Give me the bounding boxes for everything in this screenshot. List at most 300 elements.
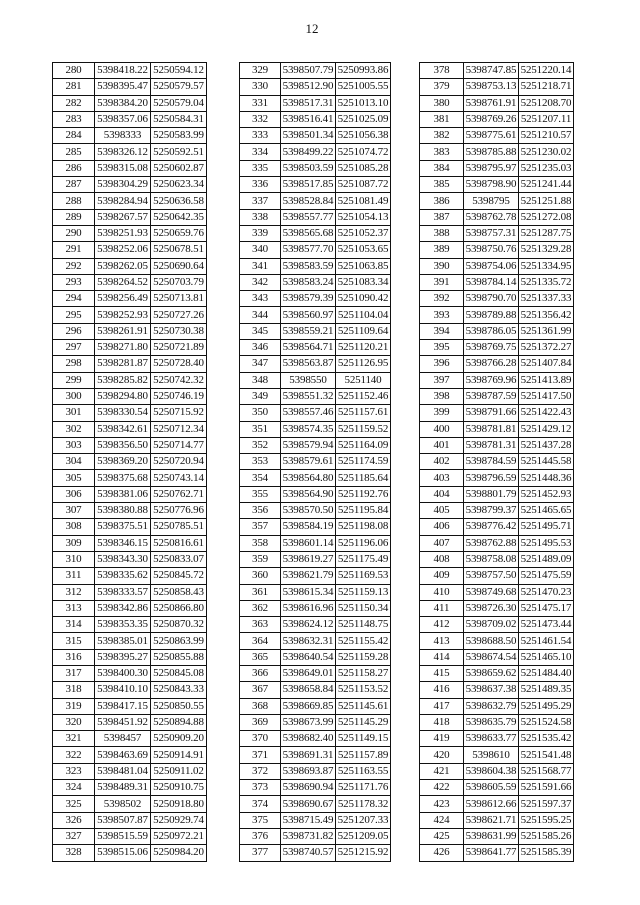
y-coordinate-cell: 5251090.42 [336, 291, 391, 307]
x-coordinate-cell: 5398481.04 [95, 763, 151, 779]
table-row [420, 828, 574, 844]
table-row [240, 225, 391, 241]
y-coordinate-cell: 5251568.77 [519, 763, 574, 779]
point-number-cell: 347 [240, 356, 281, 372]
x-coordinate-cell: 5398333.57 [95, 584, 151, 600]
table-row [420, 780, 574, 796]
x-coordinate-cell: 5398762.88 [464, 535, 519, 551]
x-coordinate-cell: 5398353.35 [95, 617, 151, 633]
x-coordinate-cell: 5398503.59 [281, 160, 336, 176]
point-number-cell: 295 [53, 307, 95, 323]
y-coordinate-cell: 5250721.89 [151, 340, 207, 356]
point-number-cell: 415 [420, 665, 464, 681]
x-coordinate-cell: 5398740.57 [281, 845, 336, 861]
table-row [420, 845, 574, 861]
x-coordinate-cell: 5398326.12 [95, 144, 151, 160]
y-coordinate-cell: 5251155.42 [336, 633, 391, 649]
x-coordinate-cell: 5398356.50 [95, 437, 151, 453]
y-coordinate-cell: 5251052.37 [336, 225, 391, 241]
x-coordinate-cell: 5398769.26 [464, 111, 519, 127]
y-coordinate-cell: 5250678.51 [151, 242, 207, 258]
point-number-cell: 342 [240, 274, 281, 290]
x-coordinate-cell: 5398790.70 [464, 291, 519, 307]
x-coordinate-cell: 5398560.97 [281, 307, 336, 323]
y-coordinate-cell: 5251164.09 [336, 437, 391, 453]
point-number-cell: 400 [420, 421, 464, 437]
point-number-cell: 383 [420, 144, 464, 160]
point-number-cell: 366 [240, 665, 281, 681]
table-row [420, 519, 574, 535]
y-coordinate-cell: 5250870.32 [151, 617, 207, 633]
x-coordinate-cell: 5398515.06 [95, 845, 151, 861]
point-number-cell: 330 [240, 79, 281, 95]
point-number-cell: 301 [53, 405, 95, 421]
table-row [420, 79, 574, 95]
point-number-cell: 426 [420, 845, 464, 861]
y-coordinate-cell: 5250850.55 [151, 698, 207, 714]
point-number-cell: 348 [240, 372, 281, 388]
y-coordinate-cell: 5251597.37 [519, 796, 574, 812]
x-coordinate-cell: 5398501.34 [281, 128, 336, 144]
table-row [420, 437, 574, 453]
y-coordinate-cell: 5251445.58 [519, 454, 574, 470]
y-coordinate-cell: 5251489.09 [519, 551, 574, 567]
x-coordinate-cell: 5398784.14 [464, 274, 519, 290]
point-number-cell: 418 [420, 714, 464, 730]
y-coordinate-cell: 5251145.61 [336, 698, 391, 714]
y-coordinate-cell: 5251335.72 [519, 274, 574, 290]
y-coordinate-cell: 5250703.79 [151, 274, 207, 290]
x-coordinate-cell: 5398766.28 [464, 356, 519, 372]
table-row [53, 421, 207, 437]
x-coordinate-cell: 5398682.40 [281, 731, 336, 747]
point-number-cell: 408 [420, 551, 464, 567]
point-number-cell: 296 [53, 323, 95, 339]
point-number-cell: 306 [53, 486, 95, 502]
table-row [53, 665, 207, 681]
x-coordinate-cell: 5398418.22 [95, 63, 151, 79]
y-coordinate-cell: 5251085.28 [336, 160, 391, 176]
y-coordinate-cell: 5250727.26 [151, 307, 207, 323]
point-number-cell: 370 [240, 731, 281, 747]
x-coordinate-cell: 5398612.66 [464, 796, 519, 812]
table-row [240, 845, 391, 861]
table-row [53, 649, 207, 665]
table-row [240, 79, 391, 95]
x-coordinate-cell: 5398577.70 [281, 242, 336, 258]
x-coordinate-cell: 5398781.81 [464, 421, 519, 437]
table-row [420, 617, 574, 633]
y-coordinate-cell: 5251207.11 [519, 111, 574, 127]
y-coordinate-cell: 5250583.99 [151, 128, 207, 144]
y-coordinate-cell: 5251465.10 [519, 649, 574, 665]
point-number-cell: 312 [53, 584, 95, 600]
y-coordinate-cell: 5251334.95 [519, 258, 574, 274]
y-coordinate-cell: 5251591.66 [519, 780, 574, 796]
y-coordinate-cell: 5251054.13 [336, 209, 391, 225]
x-coordinate-cell: 5398640.54 [281, 649, 336, 665]
y-coordinate-cell: 5250720.94 [151, 454, 207, 470]
x-coordinate-cell: 5398624.12 [281, 617, 336, 633]
table-row [53, 95, 207, 111]
table-row [240, 698, 391, 714]
table-row [420, 796, 574, 812]
x-coordinate-cell: 5398659.62 [464, 665, 519, 681]
x-coordinate-cell: 5398375.68 [95, 470, 151, 486]
point-number-cell: 337 [240, 193, 281, 209]
table-row [240, 340, 391, 356]
point-number-cell: 326 [53, 812, 95, 828]
y-coordinate-cell: 5250858.43 [151, 584, 207, 600]
y-coordinate-cell: 5251251.88 [519, 193, 574, 209]
table-row [53, 812, 207, 828]
x-coordinate-cell: 5398799.37 [464, 503, 519, 519]
table-row [420, 486, 574, 502]
table-row [420, 633, 574, 649]
table-row [53, 714, 207, 730]
table-row [240, 454, 391, 470]
table-row [53, 796, 207, 812]
y-coordinate-cell: 5251361.99 [519, 323, 574, 339]
table-row [240, 486, 391, 502]
table-row [420, 225, 574, 241]
y-coordinate-cell: 5251198.08 [336, 519, 391, 535]
x-coordinate-cell: 5398417.15 [95, 698, 151, 714]
y-coordinate-cell: 5250863.99 [151, 633, 207, 649]
table-row [240, 437, 391, 453]
x-coordinate-cell: 5398750.76 [464, 242, 519, 258]
x-coordinate-cell: 5398343.30 [95, 551, 151, 567]
point-number-cell: 424 [420, 812, 464, 828]
x-coordinate-cell: 5398619.27 [281, 551, 336, 567]
x-coordinate-cell: 5398294.80 [95, 388, 151, 404]
point-number-cell: 335 [240, 160, 281, 176]
y-coordinate-cell: 5251192.76 [336, 486, 391, 502]
x-coordinate-cell: 5398781.31 [464, 437, 519, 453]
x-coordinate-cell: 5398749.68 [464, 584, 519, 600]
table-row [420, 682, 574, 698]
y-coordinate-cell: 5250843.33 [151, 682, 207, 698]
point-number-cell: 364 [240, 633, 281, 649]
y-coordinate-cell: 5251157.89 [336, 747, 391, 763]
y-coordinate-cell: 5251585.26 [519, 828, 574, 844]
table-row [240, 535, 391, 551]
y-coordinate-cell: 5250816.61 [151, 535, 207, 551]
table-row [240, 421, 391, 437]
point-number-cell: 288 [53, 193, 95, 209]
point-number-cell: 416 [420, 682, 464, 698]
y-coordinate-cell: 5251126.95 [336, 356, 391, 372]
table-row [240, 323, 391, 339]
y-coordinate-cell: 5250833.07 [151, 551, 207, 567]
point-number-cell: 411 [420, 600, 464, 616]
y-coordinate-cell: 5250715.92 [151, 405, 207, 421]
x-coordinate-cell: 5398281.87 [95, 356, 151, 372]
x-coordinate-cell: 5398693.87 [281, 763, 336, 779]
y-coordinate-cell: 5251159.13 [336, 584, 391, 600]
point-number-cell: 349 [240, 388, 281, 404]
table-row [240, 160, 391, 176]
y-coordinate-cell: 5250911.02 [151, 763, 207, 779]
point-number-cell: 413 [420, 633, 464, 649]
table-row [53, 160, 207, 176]
x-coordinate-cell: 5398731.82 [281, 828, 336, 844]
x-coordinate-cell: 5398583.59 [281, 258, 336, 274]
table-row [53, 486, 207, 502]
x-coordinate-cell: 5398515.59 [95, 828, 151, 844]
x-coordinate-cell: 5398621.79 [281, 568, 336, 584]
x-coordinate-cell: 5398615.34 [281, 584, 336, 600]
x-coordinate-cell: 5398632.31 [281, 633, 336, 649]
table-row [240, 665, 391, 681]
y-coordinate-cell: 5250845.72 [151, 568, 207, 584]
y-coordinate-cell: 5251175.49 [336, 551, 391, 567]
table-row [240, 177, 391, 193]
x-coordinate-cell: 5398565.68 [281, 225, 336, 241]
point-number-cell: 310 [53, 551, 95, 567]
table-row [240, 828, 391, 844]
x-coordinate-cell: 5398517.85 [281, 177, 336, 193]
x-coordinate-cell: 5398791.66 [464, 405, 519, 421]
x-coordinate-cell: 5398380.88 [95, 503, 151, 519]
y-coordinate-cell: 5250845.08 [151, 665, 207, 681]
point-number-cell: 345 [240, 323, 281, 339]
table-row [240, 356, 391, 372]
point-number-cell: 293 [53, 274, 95, 290]
x-coordinate-cell: 5398579.94 [281, 437, 336, 453]
x-coordinate-cell: 5398489.31 [95, 780, 151, 796]
x-coordinate-cell: 5398381.06 [95, 486, 151, 502]
table-row [240, 95, 391, 111]
x-coordinate-cell: 5398787.59 [464, 388, 519, 404]
x-coordinate-cell: 5398557.77 [281, 209, 336, 225]
x-coordinate-cell: 5398637.38 [464, 682, 519, 698]
y-coordinate-cell: 5251495.53 [519, 535, 574, 551]
point-number-cell: 378 [420, 63, 464, 79]
table-row [53, 633, 207, 649]
point-number-cell: 336 [240, 177, 281, 193]
point-number-cell: 406 [420, 519, 464, 535]
y-coordinate-cell: 5251218.71 [519, 79, 574, 95]
y-coordinate-cell: 5251140 [336, 372, 391, 388]
x-coordinate-cell: 5398795 [464, 193, 519, 209]
x-coordinate-cell: 5398346.15 [95, 535, 151, 551]
point-number-cell: 317 [53, 665, 95, 681]
x-coordinate-cell: 5398715.49 [281, 812, 336, 828]
table-row [240, 503, 391, 519]
y-coordinate-cell: 5251473.44 [519, 617, 574, 633]
table-row [420, 665, 574, 681]
point-number-cell: 334 [240, 144, 281, 160]
point-number-cell: 405 [420, 503, 464, 519]
point-number-cell: 423 [420, 796, 464, 812]
y-coordinate-cell: 5250714.77 [151, 437, 207, 453]
x-coordinate-cell: 5398616.96 [281, 600, 336, 616]
table-row [53, 698, 207, 714]
table-row [420, 698, 574, 714]
x-coordinate-cell: 5398384.20 [95, 95, 151, 111]
point-number-cell: 320 [53, 714, 95, 730]
y-coordinate-cell: 5251159.28 [336, 649, 391, 665]
y-coordinate-cell: 5251149.15 [336, 731, 391, 747]
table-row [53, 340, 207, 356]
y-coordinate-cell: 5251196.06 [336, 535, 391, 551]
x-coordinate-cell: 5398262.05 [95, 258, 151, 274]
point-number-cell: 340 [240, 242, 281, 258]
point-number-cell: 316 [53, 649, 95, 665]
x-coordinate-cell: 5398369.20 [95, 454, 151, 470]
point-number-cell: 343 [240, 291, 281, 307]
y-coordinate-cell: 5251470.23 [519, 584, 574, 600]
point-number-cell: 402 [420, 454, 464, 470]
y-coordinate-cell: 5251081.49 [336, 193, 391, 209]
y-coordinate-cell: 5251209.05 [336, 828, 391, 844]
y-coordinate-cell: 5250909.20 [151, 731, 207, 747]
y-coordinate-cell: 5251489.35 [519, 682, 574, 698]
x-coordinate-cell: 5398604.38 [464, 763, 519, 779]
y-coordinate-cell: 5250579.57 [151, 79, 207, 95]
table-row [420, 128, 574, 144]
point-number-cell: 284 [53, 128, 95, 144]
y-coordinate-cell: 5251417.50 [519, 388, 574, 404]
table-row [53, 828, 207, 844]
y-coordinate-cell: 5251063.85 [336, 258, 391, 274]
table-row [420, 763, 574, 779]
table-row [240, 568, 391, 584]
x-coordinate-cell: 5398252.93 [95, 307, 151, 323]
point-number-cell: 372 [240, 763, 281, 779]
y-coordinate-cell: 5251185.64 [336, 470, 391, 486]
table-row [53, 584, 207, 600]
point-number-cell: 280 [53, 63, 95, 79]
table-row [53, 405, 207, 421]
point-number-cell: 363 [240, 617, 281, 633]
y-coordinate-cell: 5251524.58 [519, 714, 574, 730]
table-row [420, 209, 574, 225]
point-number-cell: 392 [420, 291, 464, 307]
point-number-cell: 361 [240, 584, 281, 600]
x-coordinate-cell: 5398775.61 [464, 128, 519, 144]
point-number-cell: 290 [53, 225, 95, 241]
table-row [53, 763, 207, 779]
coordinates-table-3 [419, 62, 574, 862]
point-number-cell: 384 [420, 160, 464, 176]
table-row [53, 503, 207, 519]
y-coordinate-cell: 5250914.91 [151, 747, 207, 763]
y-coordinate-cell: 5250910.75 [151, 780, 207, 796]
table-row [53, 144, 207, 160]
table-row [53, 63, 207, 79]
point-number-cell: 369 [240, 714, 281, 730]
x-coordinate-cell: 5398691.31 [281, 747, 336, 763]
y-coordinate-cell: 5250642.35 [151, 209, 207, 225]
x-coordinate-cell: 5398584.19 [281, 519, 336, 535]
y-coordinate-cell: 5250728.40 [151, 356, 207, 372]
table-row [53, 209, 207, 225]
point-number-cell: 350 [240, 405, 281, 421]
y-coordinate-cell: 5251120.21 [336, 340, 391, 356]
y-coordinate-cell: 5250972.21 [151, 828, 207, 844]
x-coordinate-cell: 5398757.31 [464, 225, 519, 241]
x-coordinate-cell: 5398570.50 [281, 503, 336, 519]
x-coordinate-cell: 5398507.79 [281, 63, 336, 79]
y-coordinate-cell: 5251220.14 [519, 63, 574, 79]
point-number-cell: 283 [53, 111, 95, 127]
point-number-cell: 359 [240, 551, 281, 567]
x-coordinate-cell: 5398395.27 [95, 649, 151, 665]
point-number-cell: 394 [420, 323, 464, 339]
table-row [240, 111, 391, 127]
x-coordinate-cell: 5398335.62 [95, 568, 151, 584]
y-coordinate-cell: 5251230.02 [519, 144, 574, 160]
table-row [53, 437, 207, 453]
point-number-cell: 385 [420, 177, 464, 193]
table-row [240, 242, 391, 258]
y-coordinate-cell: 5251210.57 [519, 128, 574, 144]
x-coordinate-cell: 5398795.97 [464, 160, 519, 176]
x-coordinate-cell: 5398769.75 [464, 340, 519, 356]
x-coordinate-cell: 5398690.67 [281, 796, 336, 812]
x-coordinate-cell: 5398621.71 [464, 812, 519, 828]
point-number-cell: 299 [53, 372, 95, 388]
y-coordinate-cell: 5251475.17 [519, 600, 574, 616]
point-number-cell: 414 [420, 649, 464, 665]
table-row [420, 714, 574, 730]
x-coordinate-cell: 5398690.94 [281, 780, 336, 796]
table-row [420, 323, 574, 339]
x-coordinate-cell: 5398463.69 [95, 747, 151, 763]
y-coordinate-cell: 5250929.74 [151, 812, 207, 828]
x-coordinate-cell: 5398330.54 [95, 405, 151, 421]
point-number-cell: 357 [240, 519, 281, 535]
table-row [420, 731, 574, 747]
point-number-cell: 282 [53, 95, 95, 111]
table-row [420, 193, 574, 209]
x-coordinate-cell: 5398798.90 [464, 177, 519, 193]
table-row [420, 812, 574, 828]
x-coordinate-cell: 5398776.42 [464, 519, 519, 535]
x-coordinate-cell: 5398252.06 [95, 242, 151, 258]
x-coordinate-cell: 5398673.99 [281, 714, 336, 730]
point-number-cell: 425 [420, 828, 464, 844]
x-coordinate-cell: 5398551.32 [281, 388, 336, 404]
point-number-cell: 412 [420, 617, 464, 633]
x-coordinate-cell: 5398528.84 [281, 193, 336, 209]
x-coordinate-cell: 5398753.13 [464, 79, 519, 95]
point-number-cell: 422 [420, 780, 464, 796]
point-number-cell: 393 [420, 307, 464, 323]
x-coordinate-cell: 5398649.01 [281, 665, 336, 681]
table-row [240, 796, 391, 812]
x-coordinate-cell: 5398631.99 [464, 828, 519, 844]
x-coordinate-cell: 5398284.94 [95, 193, 151, 209]
point-number-cell: 396 [420, 356, 464, 372]
y-coordinate-cell: 5251461.54 [519, 633, 574, 649]
x-coordinate-cell: 5398747.85 [464, 63, 519, 79]
point-number-cell: 391 [420, 274, 464, 290]
x-coordinate-cell: 5398333 [95, 128, 151, 144]
table-row [53, 242, 207, 258]
point-number-cell: 314 [53, 617, 95, 633]
x-coordinate-cell: 5398658.84 [281, 682, 336, 698]
point-number-cell: 321 [53, 731, 95, 747]
point-number-cell: 315 [53, 633, 95, 649]
point-number-cell: 323 [53, 763, 95, 779]
y-coordinate-cell: 5251475.59 [519, 568, 574, 584]
table-row [240, 812, 391, 828]
table-row [240, 584, 391, 600]
x-coordinate-cell: 5398499.22 [281, 144, 336, 160]
